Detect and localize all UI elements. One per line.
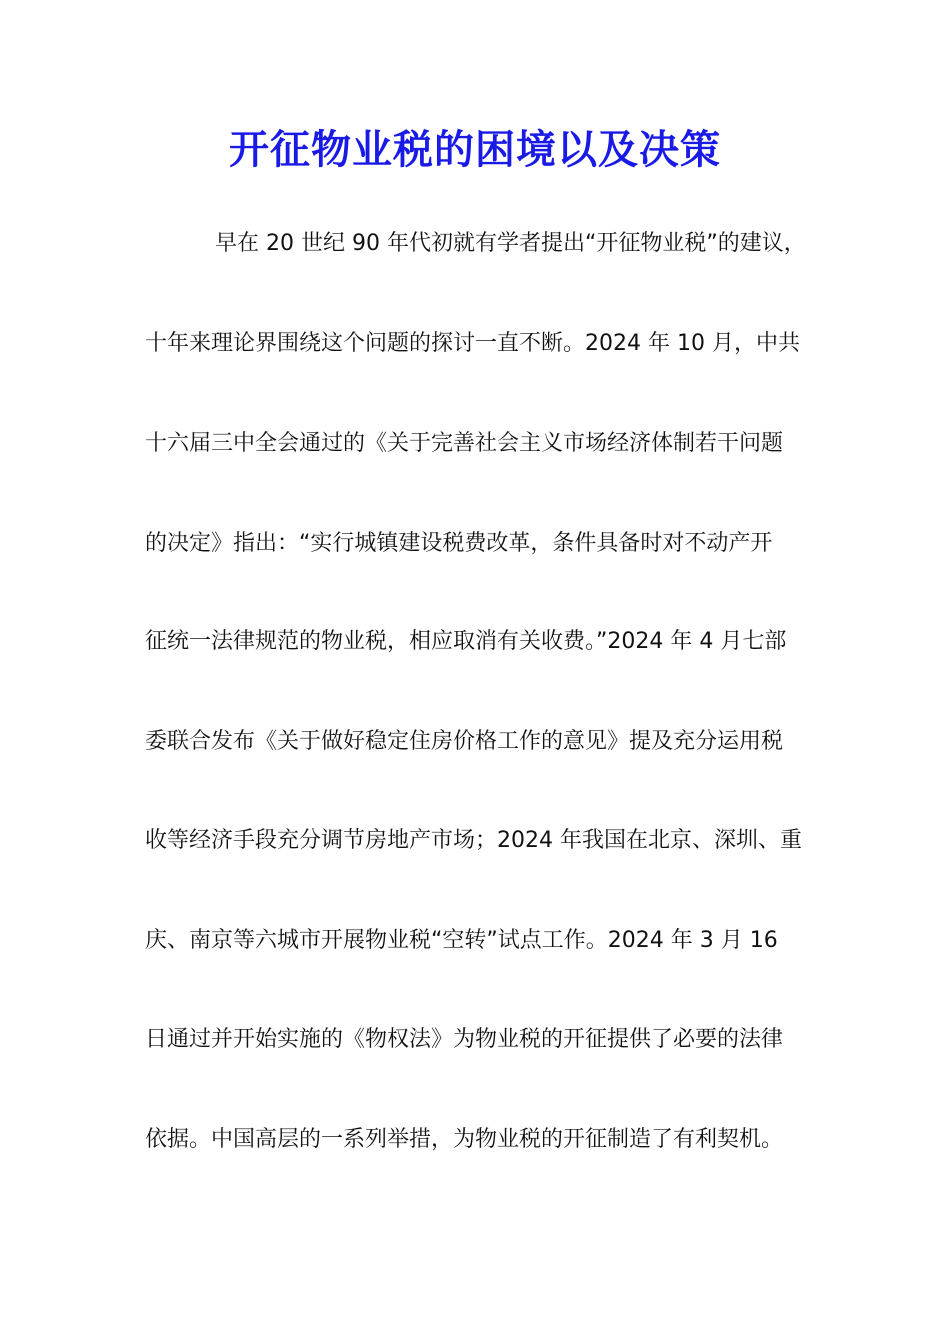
- paragraph-line: 委联合发布《关于做好稳定住房价格工作的意见》提及充分运用税: [145, 729, 784, 754]
- paragraph-line: 早在 20 世纪 90 年代初就有学者提出“开征物业税”的建议，: [215, 231, 806, 256]
- paragraph-line: 十年来理论界围绕这个问题的探讨一直不断。2024 年 10 月，中共: [145, 331, 800, 356]
- document-title: 开征物业税的困境以及决策: [229, 126, 721, 173]
- paragraph-line: 十六届三中全会通过的《关于完善社会主义市场经济体制若干问题: [145, 431, 784, 456]
- paragraph-line: 日通过并开始实施的《物权法》为物业税的开征提供了必要的法律: [145, 1027, 784, 1052]
- paragraph-line: 收等经济手段充分调节房地产市场；2024 年我国在北京、深圳、重: [145, 828, 802, 853]
- paragraph-line: 征统一法律规范的物业税，相应取消有关收费。”2024 年 4 月七部: [145, 629, 787, 654]
- paragraph-line: 庆、南京等六城市开展物业税“空转”试点工作。2024 年 3 月 16: [145, 928, 778, 953]
- paragraph-line: 依据。中国高层的一系列举措，为物业税的开征制造了有利契机。: [145, 1127, 784, 1152]
- paragraph-line: 的决定》指出：“实行城镇建设税费改革，条件具备时对不动产开: [145, 531, 773, 556]
